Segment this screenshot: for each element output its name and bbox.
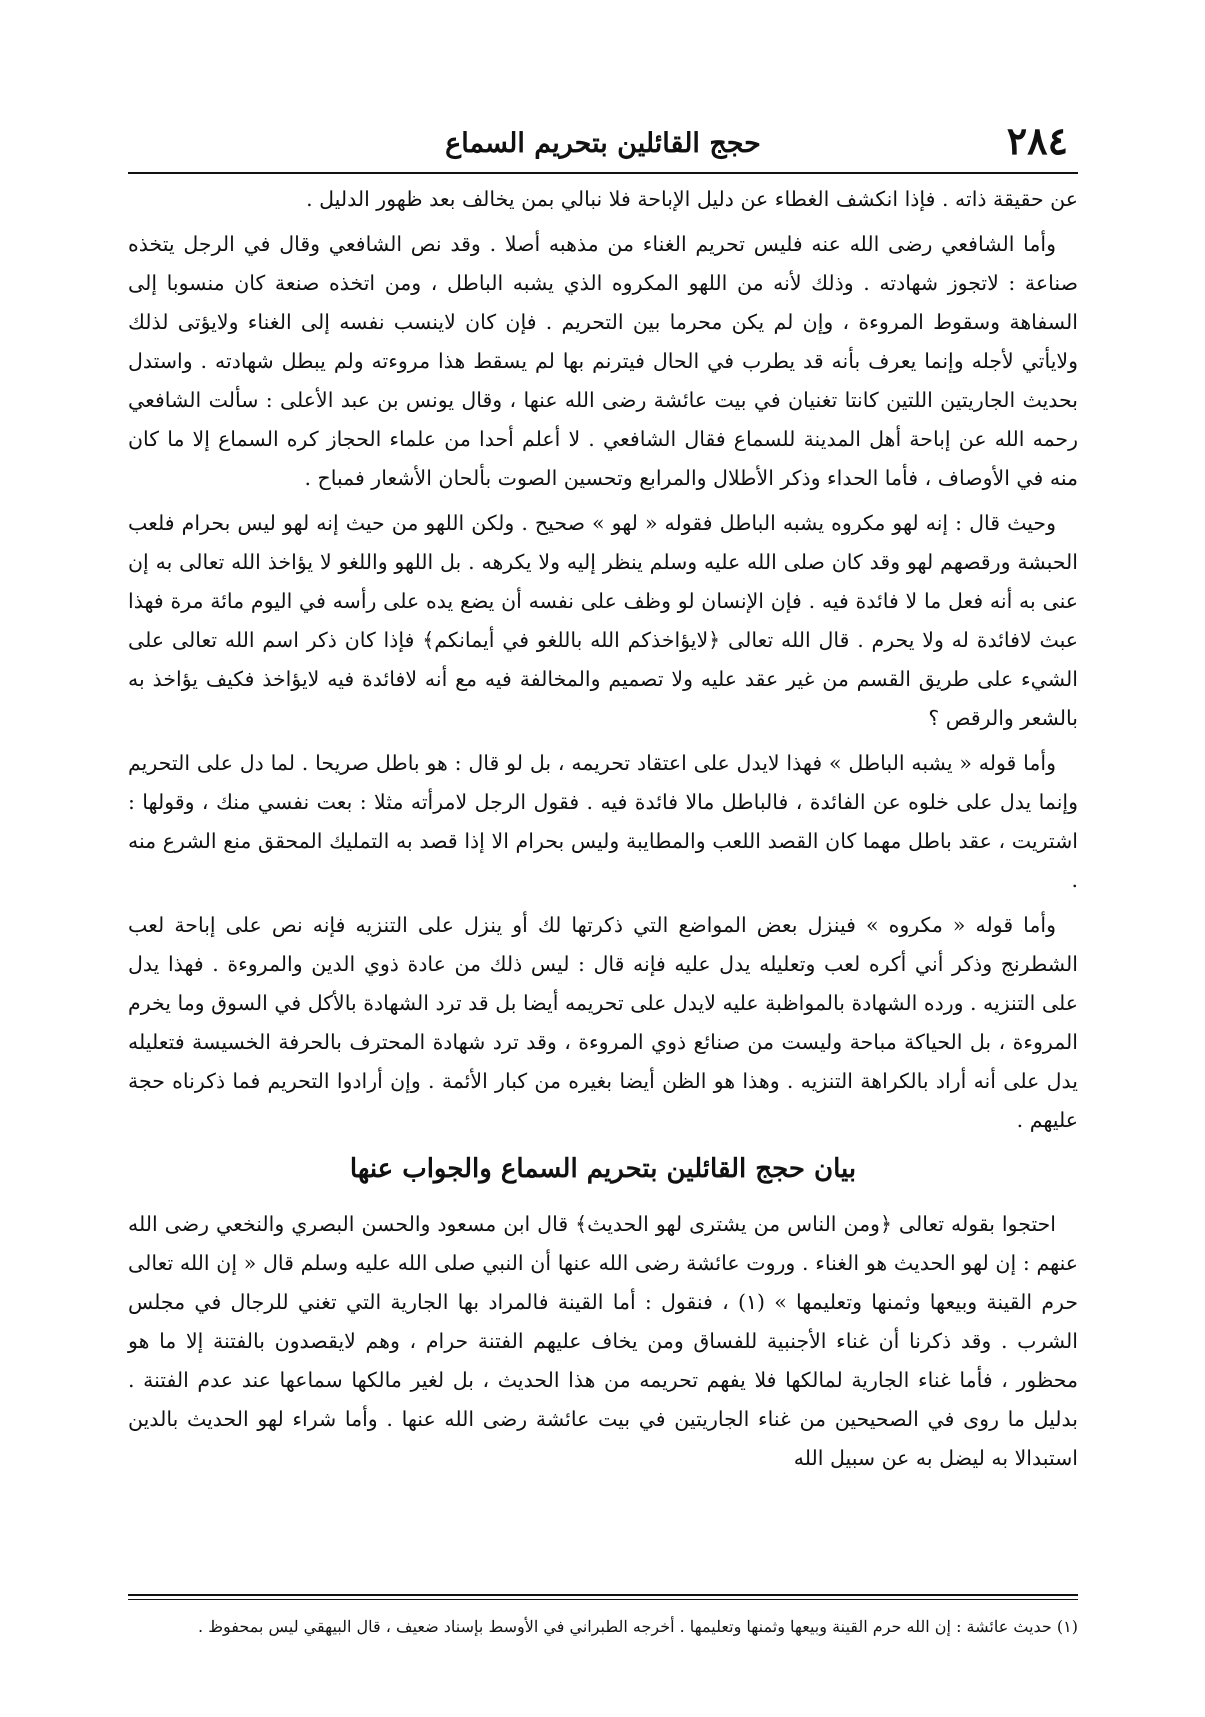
page-header xyxy=(128,118,1078,168)
header-rule xyxy=(128,172,1078,174)
running-title: حجج القائلين بتحريم السماع xyxy=(445,128,761,159)
footnote-rule-thin xyxy=(128,1599,1078,1600)
paragraph: احتجوا بقوله تعالى ﴿ومن الناس من يشترى لهو الحديث﴾ قال ابن مسعود والحسن البصري والنخعي رضى الله عنهم : إن لهو الحديث هو الغناء . وروت عائشة رضى الله عنها أن النبي صلى الله عليه وسلم قال « إن الله تعالى حرم القينة وبيعها وثمنها وتعليمها » (١) ، فنقول : أما القينة فالمراد بها الجارية التي تغني للرجال في مجلس الشرب . وقد ذكرنا أن غناء الأجنبية للفساق ومن يخاف عليهم الفتنة حرام ، وهم لايقصدون بالفتنة إلا ما هو محظور ، فأما غناء الجارية لمالكها فلا يفهم تحريمه من هذا الحديث ، بل لغير مالكها سماعها عند عدم الفتنة . بدليل ما روى في الصحيحين من غناء الجاريتين في بيت عائشة رضى الله عنها . وأما شراء لهو الحديث بالدين استبدالا به ليضل به عن سبيل الله xyxy=(128,1212,1078,1470)
paragraph: وحيث قال : إنه لهو مكروه يشبه الباطل فقوله « لهو » صحيح . ولكن اللهو من حيث إنه لهو ليس بحرام فلعب الحبشة ورقصهم لهو وقد كان صلى الله عليه وسلم ينظر إليه ولا يكرهه . بل اللهو واللغو لا يؤاخذ الله تعالى به إن عنى به أنه فعل ما لا فائدة فيه . فإن الإنسان لو وظف على نفسه أن يضع يده على رأسه في اليوم مائة مرة فهذا عبث لافائدة له ولا يحرم . قال الله تعالى ﴿لايؤاخذكم الله باللغو في أيمانكم﴾ فإذا كان ذكر اسم الله تعالى على الشيء على طريق القسم من غير عقد عليه ولا تصميم والمخالفة فيه مع أنه لافائدة فيه لايؤاخذ فكيف يؤاخذ به بالشعر والرقص ؟ xyxy=(128,511,1078,730)
page-body xyxy=(128,180,1078,1484)
page-number: ٢٨٤ xyxy=(1006,118,1068,163)
footnote: (١) حديث عائشة : إن الله حرم القينة وبيعها وثمنها وتعليمها . أخرجه الطبراني في الأوسط بإسناد ضعيف ، قال البيهقي ليس بمحفوظ . xyxy=(198,1617,1078,1636)
section-heading: بيان حجج القائلين بتحريم السماع والجواب عنها xyxy=(349,1154,857,1184)
paragraph: وأما قوله « يشبه الباطل » فهذا لايدل على اعتقاد تحريمه ، بل لو قال : هو باطل صريحا . لما دل على التحريم وإنما يدل على خلوه عن الفائدة ، فالباطل مالا فائدة فيه . فقول الرجل لامرأته مثلا : بعت نفسي منك ، وقولها : اشتريت ، عقد باطل مهما كان القصد اللعب والمطايبة وليس بحرام الا إذا قصد به التمليك المحقق منع الشرع منه . xyxy=(128,751,1078,892)
paragraph: وأما قوله « مكروه » فينزل بعض المواضع التي ذكرتها لك أو ينزل على التنزيه فإنه نص على إباحة لعب الشطرنج وذكر أني أكره لعب وتعليله يدل عليه فإنه قال : ليس ذلك من عادة ذوي الدين والمروءة . فهذا يدل على التنزيه . ورده الشهادة بالمواظبة عليه لايدل على تحريمه أيضا بل قد ترد الشهادة بالأكل في السوق وما يخرم المروءة ، بل الحياكة مباحة وليست من صنائع ذوي المروءة ، وقد ترد شهادة المحترف بالحرفة الخسيسة فتعليله يدل على أنه أراد بالكراهة التنزيه . وهذا هو الظن أيضا بغيره من كبار الأئمة . وإن أرادوا التحريم فما ذكرناه حجة عليهم . xyxy=(128,913,1078,1132)
footnote-rule xyxy=(128,1594,1078,1596)
paragraph: عن حقيقة ذاته . فإذا انكشف الغطاء عن دليل الإباحة فلا نبالي بمن يخالف بعد ظهور الدليل . xyxy=(306,187,1078,211)
paragraph: وأما الشافعي رضى الله عنه فليس تحريم الغناء من مذهبه أصلا . وقد نص الشافعي وقال في الرجل يتخذه صناعة : لاتجوز شهادته . وذلك لأنه من اللهو المكروه الذي يشبه الباطل ، ومن اتخذه صنعة كان منسوبا إلى السفاهة وسقوط المروءة ، وإن لم يكن محرما بين التحريم . فإن كان لاينسب نفسه إلى الغناء ولايؤتى لذلك ولايأتي لأجله وإنما يعرف بأنه قد يطرب في الحال فيترنم بها لم يسقط هذا مروءته ولم يبطل شهادته . واستدل بحديث الجاريتين اللتين كانتا تغنيان في بيت عائشة رضى الله عنها ، وقال يونس بن عبد الأعلى : سألت الشافعي رحمه الله عن إباحة أهل المدينة للسماع فقال الشافعي . لا أعلم أحدا من علماء الحجاز كره السماع إلا ما كان منه في الأوصاف ، فأما الحداء وذكر الأطلال والمرابع وتحسين الصوت بألحان الأشعار فمباح . xyxy=(128,232,1078,490)
